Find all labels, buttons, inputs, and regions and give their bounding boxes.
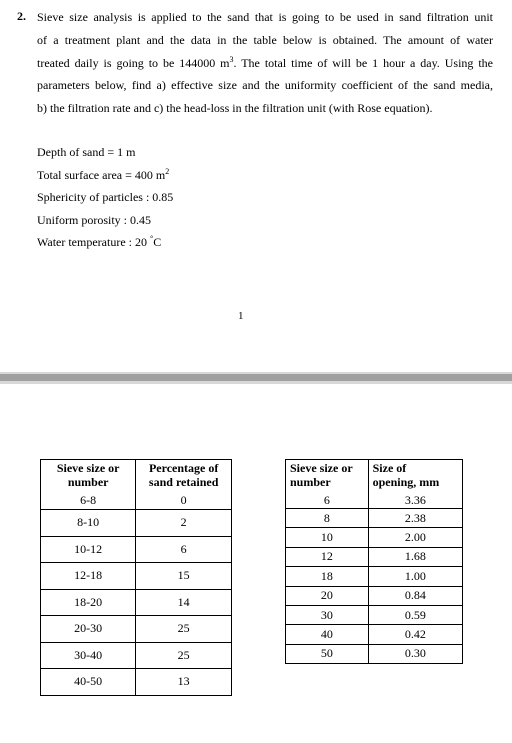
param-temperature-unit: C — [153, 235, 162, 250]
question-line-3 — [37, 55, 493, 78]
sieve-cell: 6-8 — [41, 493, 136, 510]
sieve-cell: 12 — [286, 547, 369, 566]
header-opening-line1: Size of — [372, 461, 407, 475]
table-row — [41, 536, 232, 563]
table-row — [286, 509, 463, 528]
sieve-cell: 20-30 — [41, 616, 136, 643]
table-header-row — [286, 460, 463, 494]
sieve-cell: 40 — [286, 625, 369, 644]
question-line-2: of a treatment plant and the data in the table below is obtained. The amount of water — [37, 32, 493, 47]
table-row — [41, 616, 232, 643]
percent-cell: 2 — [136, 510, 232, 537]
param-area-text: Total surface area = 400 m — [37, 167, 166, 182]
degree-superscript: ° — [149, 234, 154, 244]
sieve-cell: 40-50 — [41, 669, 136, 696]
table-row — [286, 625, 463, 644]
sieve-cell: 10 — [286, 528, 369, 547]
percent-cell: 25 — [136, 616, 232, 643]
area-superscript: 2 — [165, 166, 170, 176]
table-row — [286, 605, 463, 624]
table-row — [41, 493, 232, 510]
header-opening — [368, 460, 462, 494]
opening-cell: 0.59 — [368, 605, 462, 624]
sieve-cell: 20 — [286, 586, 369, 605]
question-line-3-rest: . The total time of will be 1 hour a day. Using the — [233, 55, 494, 70]
param-porosity: Uniform porosity : 0.45 — [37, 212, 151, 227]
opening-cell: 0.84 — [368, 586, 462, 605]
header-sieve-size-line2: number — [67, 475, 109, 489]
sieve-cell: 50 — [286, 644, 369, 663]
sieve-cell: 6 — [286, 493, 369, 509]
sieve-cell: 18 — [286, 567, 369, 586]
sieve-cell: 30-40 — [41, 642, 136, 669]
page-separator — [0, 372, 512, 384]
table-row — [286, 493, 463, 509]
sieve-cell: 10-12 — [41, 536, 136, 563]
param-temperature — [37, 234, 173, 257]
sieve-opening-table — [285, 459, 463, 664]
param-temperature-text: Water temperature : 20 — [37, 235, 150, 250]
opening-cell: 3.36 — [368, 493, 462, 509]
question-number: 2. — [17, 9, 26, 23]
question-line-1: Sieve size analysis is applied to the sand that is going to be used in sand filtration unit — [37, 10, 493, 24]
percent-cell: 6 — [136, 536, 232, 563]
percent-cell: 14 — [136, 589, 232, 616]
percent-cell: 25 — [136, 642, 232, 669]
table-row — [41, 669, 232, 696]
table-row — [286, 644, 463, 663]
cubic-superscript: 3 — [229, 54, 234, 64]
opening-cell: 0.30 — [368, 644, 462, 663]
header-sieve-size-line1: Sieve size or — [56, 461, 120, 475]
sieve-cell: 12-18 — [41, 563, 136, 590]
opening-cell: 2.00 — [368, 528, 462, 547]
header-sieve-size-line1: Sieve size or — [290, 461, 353, 475]
question-line-5: b) the filtration rate and c) the head-loss in the filtration unit (with Rose equation). — [37, 101, 433, 116]
table-row — [286, 567, 463, 586]
header-percentage-line2: sand retained — [148, 475, 219, 489]
opening-cell: 0.42 — [368, 625, 462, 644]
header-percentage — [136, 460, 232, 494]
opening-cell: 1.00 — [368, 567, 462, 586]
table-row — [41, 563, 232, 590]
sieve-cell: 30 — [286, 605, 369, 624]
header-opening-line2: opening, mm — [372, 475, 440, 489]
opening-cell: 2.38 — [368, 509, 462, 528]
param-sphericity: Sphericity of particles : 0.85 — [37, 190, 174, 205]
table-row — [286, 528, 463, 547]
question-line-3-start: treated daily is going to be 144000 m — [37, 55, 230, 70]
sieve-cell: 18-20 — [41, 589, 136, 616]
question-line-4: parameters below, find a) effective size and the uniformity coefficient of the sand media, — [37, 78, 493, 93]
header-sieve-size — [286, 460, 369, 494]
param-depth: Depth of sand = 1 m — [37, 145, 136, 159]
parameter-list — [37, 144, 173, 257]
page-separator-bar — [0, 374, 512, 381]
sand-retained-table — [40, 459, 232, 696]
sieve-cell: 8-10 — [41, 510, 136, 537]
percent-cell: 0 — [136, 493, 232, 510]
page-number: 1 — [238, 310, 244, 322]
param-area — [37, 167, 173, 190]
question-text — [37, 9, 493, 123]
percent-cell: 15 — [136, 563, 232, 590]
header-percentage-line1: Percentage of — [148, 461, 219, 475]
table-row — [41, 510, 232, 537]
table-row — [41, 589, 232, 616]
percent-cell: 13 — [136, 669, 232, 696]
table-header-row — [41, 460, 232, 494]
table-row — [286, 547, 463, 566]
sieve-cell: 8 — [286, 509, 369, 528]
header-sieve-size — [41, 460, 136, 494]
table-row — [41, 642, 232, 669]
opening-cell: 1.68 — [368, 547, 462, 566]
header-sieve-size-line2: number — [290, 475, 331, 489]
table-row — [286, 586, 463, 605]
